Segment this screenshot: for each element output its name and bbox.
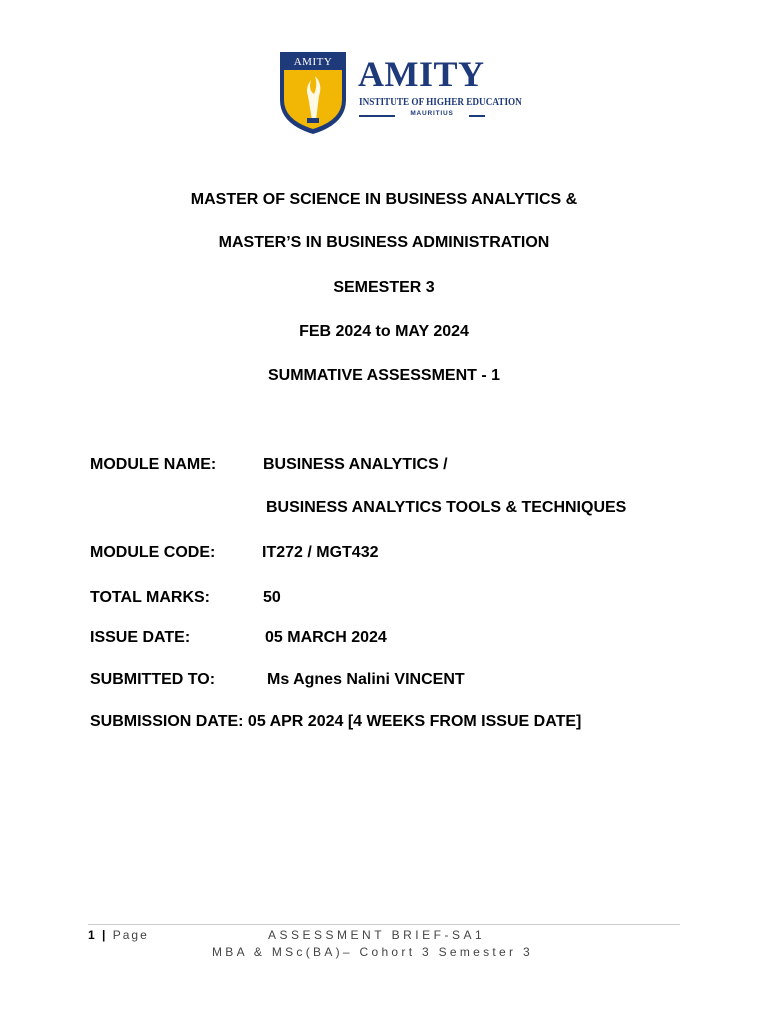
assessment-title: SUMMATIVE ASSESSMENT - 1: [267, 367, 501, 384]
brand-subtitle: INSTITUTE OF HIGHER EDUCATION: [359, 97, 522, 108]
amity-logo: [278, 50, 522, 136]
program-title-1: MASTER OF SCIENCE IN BUSINESS ANALYTICS &: [190, 191, 578, 208]
module-code-value: IT272 / MGT432: [262, 544, 379, 561]
total-marks-value: 50: [263, 589, 281, 606]
footer-brief: ASSESSMENT BRIEF-SA1: [268, 928, 486, 942]
divider-right: [469, 115, 485, 117]
submission-date: SUBMISSION DATE: 05 APR 2024 [4 WEEKS FROM ISSUE DATE]: [90, 713, 582, 730]
issue-date-value: 05 MARCH 2024: [265, 629, 387, 646]
footer-divider: [88, 924, 680, 925]
page-word: Page: [112, 928, 149, 942]
footer-page-number: [88, 928, 149, 942]
module-name-value-1: BUSINESS ANALYTICS /: [263, 456, 448, 473]
semester-title: SEMESTER 3: [333, 279, 435, 296]
total-marks-label: TOTAL MARKS:: [90, 589, 210, 606]
footer-cohort: MBA & MSc(BA)– Cohort 3 Semester 3: [212, 945, 533, 959]
program-title-2: MASTER’S IN BUSINESS ADMINISTRATION: [218, 234, 550, 251]
submitted-to-value: Ms Agnes Nalini VINCENT: [267, 671, 465, 688]
shield-label: AMITY: [293, 56, 333, 68]
divider-left: [359, 115, 395, 117]
module-name-value-2: BUSINESS ANALYTICS TOOLS & TECHNIQUES: [266, 499, 627, 516]
page-number: 1: [88, 928, 97, 942]
brand-location: MAURITIUS: [410, 110, 454, 117]
issue-date-label: ISSUE DATE:: [90, 629, 191, 646]
brand-name: AMITY: [358, 54, 485, 94]
module-code-label: MODULE CODE:: [90, 544, 216, 561]
module-name-label: MODULE NAME:: [90, 456, 217, 473]
page-separator: |: [102, 928, 108, 942]
period-title: FEB 2024 to MAY 2024: [299, 323, 469, 340]
submitted-to-label: SUBMITTED TO:: [90, 671, 216, 688]
